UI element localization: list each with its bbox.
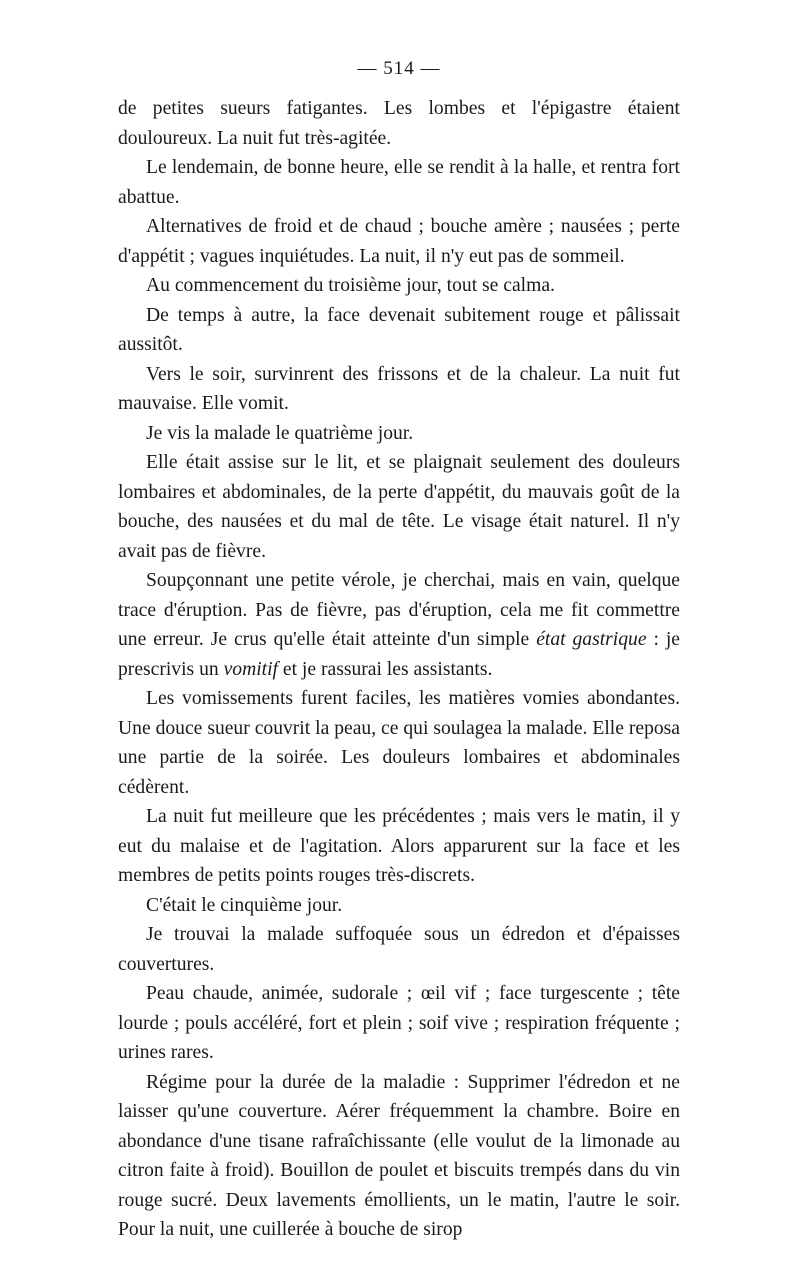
paragraph-6: Vers le soir, survinrent des frissons et de la chaleur. La nuit fut mauvaise. Elle vomit. xyxy=(118,363,680,414)
paragraph-9-part-c: et je rassurai les assistants. xyxy=(278,658,493,680)
paragraph-7: Je vis la malade le quatrième jour. xyxy=(146,422,414,444)
italic-etat-gastrique: état gastrique xyxy=(536,629,647,650)
paragraph-9-part-b: : je prescrivis un xyxy=(118,629,680,680)
document-page xyxy=(118,58,680,1245)
page-number: — 514 — xyxy=(357,58,441,79)
paragraph-2: Le lendemain, de bonne heure, elle se rendit à la halle, et rentra fort abattue. xyxy=(118,157,680,208)
paragraph-9 xyxy=(118,566,680,684)
paragraph-4: Au commencement du troisième jour, tout se calma. xyxy=(146,275,555,296)
paragraph-14: Peau chaude, animée, sudorale ; œil vif ; face turgescente ; tête lourde ; pouls accéléré, fort et plein ; soif vive ; respiration fréquente ; urines rares. xyxy=(118,983,680,1063)
italic-vomitif: vomitif xyxy=(223,658,278,680)
paragraph-12: C'était le cinquième jour. xyxy=(146,894,343,916)
paragraph-8: Elle était assise sur le lit, et se plaignait seulement des douleurs lombaires et abdominales, de la perte d'appétit, du mauvais goût de la bouche, des nausées et du mal de tête. Le visage était naturel. Il n'y avait pas de fièvre. xyxy=(118,452,680,562)
body-text xyxy=(118,94,680,1245)
paragraph-10: Les vomissements furent faciles, les matières vomies abondantes. Une douce sueur couvrit la peau, ce qui soulagea la malade. Elle reposa une partie de la soirée. Les douleurs lombaires et abdominales cédèrent. xyxy=(118,688,680,798)
paragraph-9-part-a: Soupçonnant une petite vérole, je cherchai, mais en vain, quelque trace d'éruption. Pas de fièvre, pas d'éruption, cela me fit commettre une erreur. Je crus qu'elle était atteinte d'un simple xyxy=(118,570,680,650)
paragraph-13: Je trouvai la malade suffoquée sous un édredon et d'épaisses couvertures. xyxy=(118,924,680,975)
paragraph-11: La nuit fut meilleure que les précédentes ; mais vers le matin, il y eut du malaise et de l'agitation. Alors apparurent sur la face et les membres de petits points rouges très-discrets. xyxy=(118,806,680,886)
paragraph-15: Régime pour la durée de la maladie : Supprimer l'édredon et ne laisser qu'une couverture. Aérer fréquemment la chambre. Boire en abondance d'une tisane rafraîchissante (elle voulut de la limonade au citron faite à froid). Bouillon de poulet et biscuits trempés dans du vin rouge sucré. Deux lavements émollients, un le matin, l'autre le soir. Pour la nuit, une cuillerée à bouche de sirop xyxy=(118,1071,680,1240)
paragraph-3: Alternatives de froid et de chaud ; bouche amère ; nausées ; perte d'appétit ; vagues inquiétudes. La nuit, il n'y eut pas de sommeil. xyxy=(118,216,680,267)
paragraph-5: De temps à autre, la face devenait subitement rouge et pâlissait aussitôt. xyxy=(118,304,680,355)
paragraph-1: de petites sueurs fatigantes. Les lombes et l'épigastre étaient douloureux. La nuit fut très-agitée. xyxy=(118,98,680,149)
